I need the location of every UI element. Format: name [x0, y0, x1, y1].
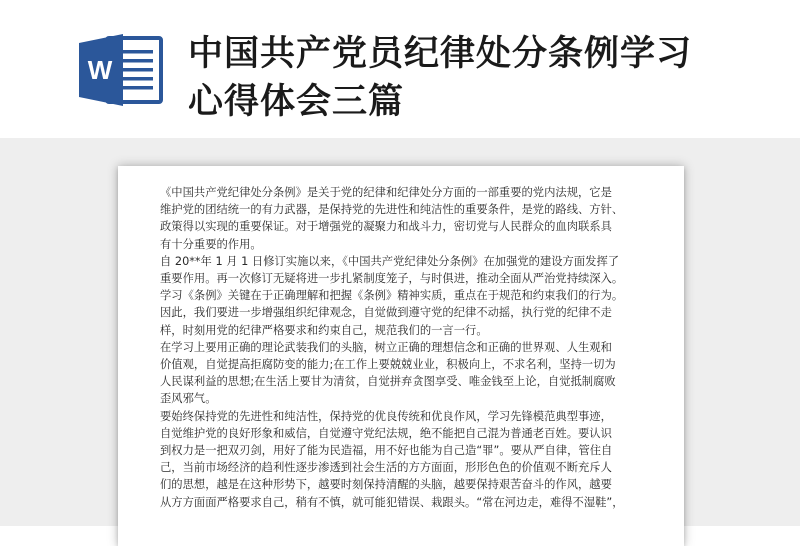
text-line: 有十分重要的作用。: [160, 237, 262, 251]
text-line: 因此，我们要进一步增强组织纪律观念，自觉做到遵守党的纪律不动摇，执行党的纪律不走: [160, 306, 612, 320]
title-line-2: 心得体会三篇: [188, 82, 405, 122]
text-line: 要始终保持党的先进性和纯洁性，保持党的优良传统和优良作风，学习先锋模范典型事迹，: [160, 409, 612, 423]
text-line: 歪风邪气。: [160, 392, 217, 406]
preview-background: [0, 138, 800, 526]
text-line: 在学习上要用正确的理论武装我们的头脑，树立正确的理想信念和正确的世界观、人生观和: [160, 340, 612, 354]
paragraph: [160, 408, 645, 511]
text-line: 样，时刻用党的纪律严格要求和约束自己，规范我们的一言一行。: [160, 323, 488, 337]
word-document-icon: [77, 33, 165, 107]
text-line: 《中国共产党纪律处分条例》是关于党的纪律和纪律处分方面的一部重要的党内法规，它是: [160, 186, 612, 199]
text-line: 自觉维护党的良好形象和威信，自觉遵守党纪法规，绝不能把自己混为普通老百姓。要认识: [160, 426, 612, 440]
header: [0, 0, 800, 138]
page-title: [188, 30, 768, 126]
text-line: 们的思想，越是在这种形势下，越要时刻保持清醒的头脑，越要保持艰苦奋斗的作风，越要: [160, 478, 612, 492]
document-body: [160, 184, 645, 511]
paragraph: [160, 339, 645, 408]
paragraph: [160, 253, 645, 339]
text-line: 学习《条例》关键在于正确理解和把握《条例》精神实质，重点在于规范和约束我们的行为。: [160, 289, 624, 303]
title-line-1: 中国共产党员纪律处分条例学习: [188, 34, 693, 74]
text-line: 重要作用。再一次修订无疑将进一步扎紧制度笼子，与时俱进，推动全面从严治党持续深入。: [160, 272, 624, 286]
text-line: 己，当前市场经济的趋利性逐步渗透到社会生活的方方面面，形形色色的价值观不断充斥人: [160, 461, 612, 475]
text-line: 自 20**年 1 月 1 日修订实施以来，《中国共产党纪律处分条例》在加强党的建设方面发挥了: [160, 254, 620, 268]
svg-text:W: W: [87, 55, 113, 85]
text-line: 人民谋利益的思想;在生活上要甘为清贫，自觉拼弃贪图享受、唯金钱至上论，自觉抵制腐败: [160, 375, 616, 389]
text-line: 维护党的团结统一的有力武器，是保持党的先进性和纯洁性的重要条件，是党的路线、方针、: [160, 203, 624, 217]
document-page: [118, 166, 684, 546]
text-line: 价值观，自觉提高拒腐防变的能力;在工作上要兢兢业业，积极向上，不求名利，坚持一切为: [160, 358, 616, 372]
text-line: 政策得以实现的重要保证。对于增强党的凝聚力和战斗力，密切党与人民群众的血肉联系具: [160, 220, 612, 234]
paragraph: [160, 184, 645, 253]
text-line: 从方方面面严格要求自己，稍有不慎，就可能犯错误、栽跟头。“常在河边走，难得不湿鞋”，: [160, 495, 624, 509]
text-line: 到权力是一把双刃剑，用好了能为民造福，用不好也能为自己造“罪”。要从严自律，管住自: [160, 444, 613, 458]
